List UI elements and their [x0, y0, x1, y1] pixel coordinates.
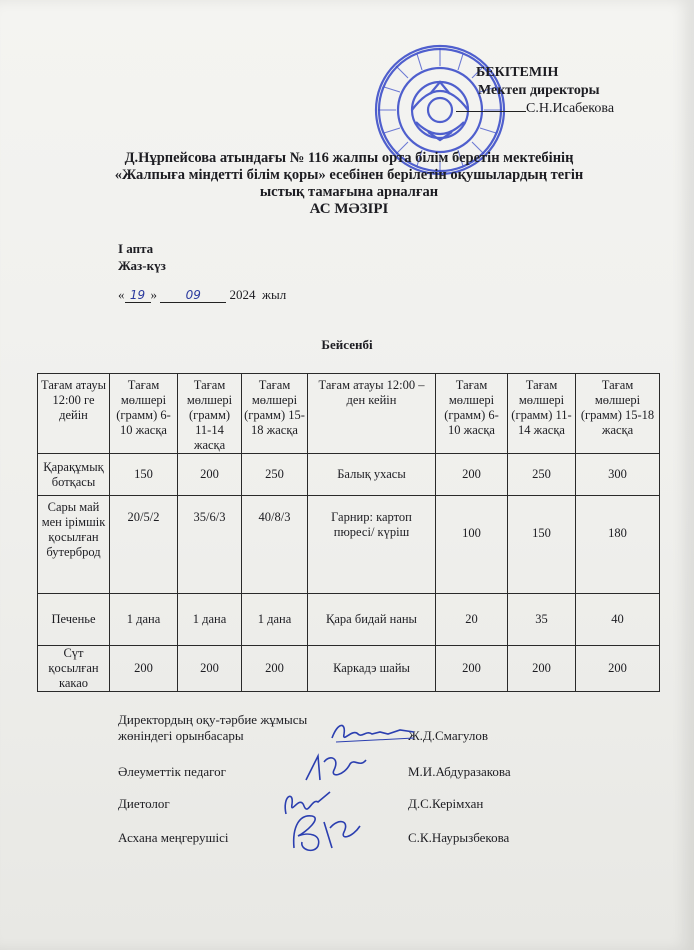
date-open-quote: « [118, 287, 125, 302]
table-cell: Қарақұмық ботқасы [38, 454, 110, 496]
table-header-cell: Тағам атауы 12:00 – ден кейін [308, 374, 436, 454]
table-cell: 200 [178, 646, 242, 692]
table-row [38, 454, 660, 496]
table-cell: 20 [436, 594, 508, 646]
table-cell: Балық ухасы [308, 454, 436, 496]
date-line [118, 287, 286, 303]
date-year: 2024 [229, 287, 256, 302]
signature-abdurazakova [300, 750, 370, 790]
signature-smagulov [328, 718, 418, 748]
staff-role: Директордың оқу-тәрбие жұмысы жөніндегі орынбасары [118, 712, 308, 743]
table-cell: Печенье [38, 594, 110, 646]
table-cell: Қара бидай наны [308, 594, 436, 646]
week-info [118, 240, 166, 274]
approval-signer: С.Н.Исабекова [526, 101, 615, 116]
table-cell: 300 [576, 454, 660, 496]
table-cell: 180 [576, 496, 660, 594]
menu-table [37, 373, 660, 692]
day-name: Бейсенбі [321, 337, 373, 352]
date-day: 19 [125, 288, 151, 303]
table-cell: 40/8/3 [242, 496, 308, 594]
table-header-cell: Тағам мөлшері (грамм) 6-10 жасқа [110, 374, 178, 454]
table-cell: 40 [576, 594, 660, 646]
staff-role: Әлеуметтік педагог [118, 764, 226, 779]
table-cell: 200 [110, 646, 178, 692]
date-month: 09 [160, 288, 226, 303]
table-cell: 150 [508, 496, 576, 594]
table-cell: 200 [436, 454, 508, 496]
table-row [38, 646, 660, 692]
staff-role: Диетолог [118, 796, 170, 811]
date-suffix: жыл [262, 287, 287, 302]
table-cell: 250 [508, 454, 576, 496]
table-cell: 1 дана [242, 594, 308, 646]
table-cell: 200 [242, 646, 308, 692]
table-cell: Гарнир: картоп пюресі/ күріш [308, 496, 436, 594]
table-header-cell: Тағам мөлшері (грамм) 6-10 жасқа [436, 374, 508, 454]
staff-name: М.И.Абдуразакова [408, 764, 511, 779]
table-cell: 150 [110, 454, 178, 496]
table-cell: Сүт қосылған какао [38, 646, 110, 692]
table-cell: 1 дана [110, 594, 178, 646]
table-cell: 100 [436, 496, 508, 594]
table-header-row [38, 374, 660, 454]
title-line-2: «Жалпыға міндетті білім қоры» есебінен берілетін оқушылардың тегін [114, 167, 584, 183]
table-cell: 20/5/2 [110, 496, 178, 594]
table-row [38, 496, 660, 594]
staff-role: Асхана меңгерушісі [118, 830, 229, 845]
staff-name: С.К.Наурызбекова [408, 830, 510, 845]
approval-position: Мектеп директоры [478, 83, 600, 98]
table-cell: 200 [576, 646, 660, 692]
table-header-cell: Тағам мөлшері (грамм) 11-14 жасқа [508, 374, 576, 454]
table-cell: 200 [508, 646, 576, 692]
table-row [38, 594, 660, 646]
table-cell: 1 дана [178, 594, 242, 646]
approval-heading: БЕКІТЕМІН [476, 65, 559, 80]
title-line-4: АС МӘЗІРІ [309, 201, 389, 217]
table-header-cell: Тағам атауы 12:00 ге дейін [38, 374, 110, 454]
table-cell: 35 [508, 594, 576, 646]
document-title [90, 150, 608, 218]
table-cell: 35/6/3 [178, 496, 242, 594]
week-label: I апта [118, 241, 154, 256]
staff-name: Ж.Д.Смагулов [408, 728, 488, 743]
table-header-cell: Тағам мөлшері (грамм) 11-14 жасқа [178, 374, 242, 454]
table-header-cell: Тағам мөлшері (грамм) 15-18 жасқа [242, 374, 308, 454]
table-header-cell: Тағам мөлшері (грамм) 15-18 жасқа [576, 374, 660, 454]
date-close-quote: » [150, 287, 157, 302]
staff-name: Д.С.Керімхан [408, 796, 484, 811]
approval-block [476, 64, 614, 118]
table-cell: Сары май мен ірімшік қосылған бутерброд [38, 496, 110, 594]
title-line-3: ыстық тамағына арналған [259, 184, 439, 200]
season-label: Жаз-күз [118, 258, 166, 273]
table-cell: 200 [178, 454, 242, 496]
signature-nauryzbekova [288, 808, 368, 858]
table-cell: 200 [436, 646, 508, 692]
approval-signature-line [456, 100, 614, 118]
table-cell: 250 [242, 454, 308, 496]
table-cell: Каркадэ шайы [308, 646, 436, 692]
title-line-1: Д.Нұрпейсова атындағы № 116 жалпы орта білім беретін мектебінің [124, 150, 574, 166]
